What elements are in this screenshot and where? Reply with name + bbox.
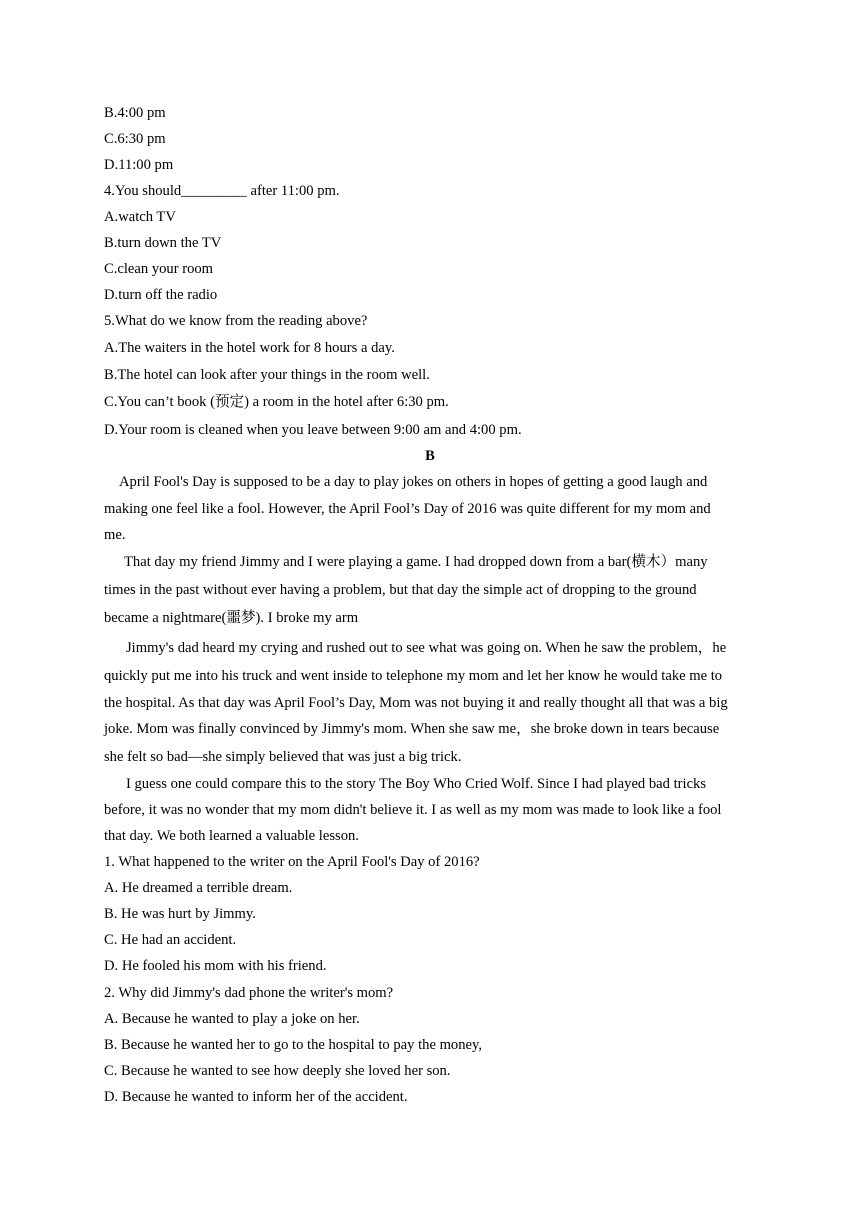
passage-line: joke. Mom was finally convinced by Jimmy's mom. When she saw me，she broke down in tears because xyxy=(104,721,720,737)
section-b-heading: B xyxy=(425,448,435,464)
q3-option-b: B.4:00 pm xyxy=(104,105,166,121)
passage-line: before, it was no wonder that my mom didn't believe it. I as well as my mom was made to look like a fool xyxy=(104,802,722,818)
q5-option-a: A.The waiters in the hotel work for 8 hours a day. xyxy=(104,340,395,356)
b-q1-option-c: C. He had an accident. xyxy=(104,932,237,948)
q3-option-d: D.11:00 pm xyxy=(104,157,174,173)
b-q2-option-c: C. Because he wanted to see how deeply she loved her son. xyxy=(104,1063,451,1079)
q4-option-c: C.clean your room xyxy=(104,261,214,277)
q4-option-b: B.turn down the TV xyxy=(104,235,222,251)
b-q1-option-d: D. He fooled his mom with his friend. xyxy=(104,958,327,974)
passage-line: I guess one could compare this to the story The Boy Who Cried Wolf. Since I had played bad tricks xyxy=(126,776,707,792)
passage-line: became a nightmare(噩梦). I broke my arm xyxy=(104,610,359,626)
passage-line: me. xyxy=(104,527,126,543)
q4-option-d: D.turn off the radio xyxy=(104,287,218,303)
passage-line: she felt so bad—she simply believed that was just a big trick. xyxy=(104,749,462,765)
b-q1-option-b: B. He was hurt by Jimmy. xyxy=(104,906,256,922)
passage-line: That day my friend Jimmy and I were playing a game. I had dropped down from a bar(横木）many xyxy=(124,554,708,570)
q4-question: 4.You should_________ after 11:00 pm. xyxy=(104,183,340,199)
passage-line: that day. We both learned a valuable lesson. xyxy=(104,828,359,844)
b-q1-option-a: A. He dreamed a terrible dream. xyxy=(104,880,293,896)
passage-line: the hospital. As that day was April Fool’s Day, Mom was not buying it and really thought all that was a big xyxy=(104,695,728,711)
q4-option-a: A.watch TV xyxy=(104,209,176,225)
passage-line: times in the past without ever having a problem, but that day the simple act of dropping to the ground xyxy=(104,582,697,598)
q5-option-d: D.Your room is cleaned when you leave between 9:00 am and 4:00 pm. xyxy=(104,422,522,438)
q3-option-c: C.6:30 pm xyxy=(104,131,166,147)
b-q1-question: 1. What happened to the writer on the April Fool's Day of 2016? xyxy=(104,854,480,870)
q5-option-c: C.You can’t book (预定) a room in the hotel after 6:30 pm. xyxy=(104,394,449,410)
q5-question: 5.What do we know from the reading above? xyxy=(104,313,368,329)
passage-line: Jimmy's dad heard my crying and rushed out to see what was going on. When he saw the problem，he xyxy=(126,640,727,656)
b-q2-option-b: B. Because he wanted her to go to the hospital to pay the money, xyxy=(104,1037,482,1053)
b-q2-option-d: D. Because he wanted to inform her of the accident. xyxy=(104,1089,408,1105)
b-q2-question: 2. Why did Jimmy's dad phone the writer's mom? xyxy=(104,985,394,1001)
passage-line: quickly put me into his truck and went inside to telephone my mom and let her know he would take me to xyxy=(104,668,723,684)
b-q2-option-a: A. Because he wanted to play a joke on her. xyxy=(104,1011,360,1027)
q5-option-b: B.The hotel can look after your things in the room well. xyxy=(104,367,430,383)
passage-line: April Fool's Day is supposed to be a day to play jokes on others in hopes of getting a good laugh and xyxy=(119,474,708,490)
passage-line: making one feel like a fool. However, the April Fool’s Day of 2016 was quite different for my mom and xyxy=(104,501,711,517)
